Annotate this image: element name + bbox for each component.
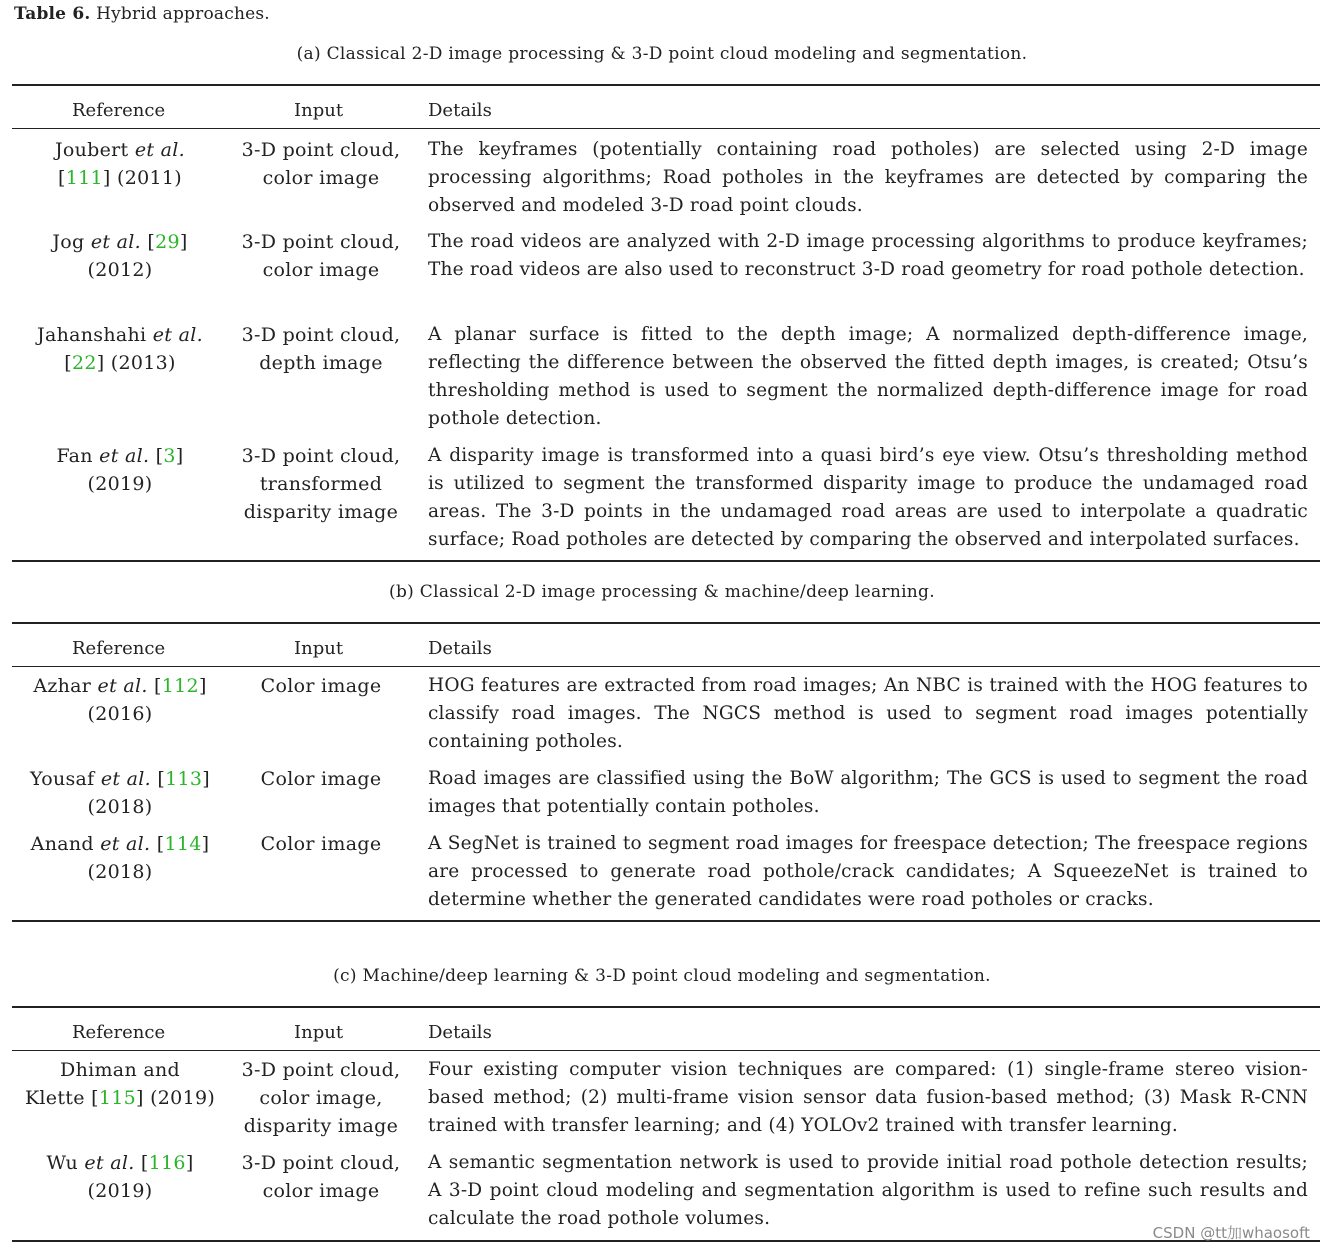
citation-link[interactable]: 22 (71, 352, 97, 374)
table-row-reference: Dhiman and Klette [115] (2019) (24, 1059, 216, 1109)
section-a-caption: (a) Classical 2-D image processing & 3-D point cloud modeling and segmentation. (296, 44, 1028, 64)
table-row-input: Color image (260, 833, 382, 855)
table-row-details: A semantic segmentation network is used to provide initial road pothole detection results; A 3-D point cloud modeling and segmentation algorithm is used to refine such results and calculate the road pothole volumes. (428, 1152, 1308, 1229)
section-c-header-rule (12, 1050, 1320, 1051)
section-c-header-input: Input (294, 1022, 344, 1043)
table-row-reference: Jahanshahi et al. [22] (2013) (37, 324, 203, 374)
table-row-details: The keyframes (potentially containing road potholes) are selected using 2-D image processing algorithms; Road potholes in the keyframes are detected by comparing the observed and modeled 3-D road point clouds. (428, 139, 1308, 216)
section-c-bottom-rule (12, 1240, 1320, 1242)
table-row-reference: Wu et al. [116] (2019) (46, 1152, 194, 1202)
table-row-reference: Azhar et al. [112] (2016) (33, 675, 207, 725)
section-b-header-details: Details (428, 638, 492, 659)
section-c-top-rule (12, 1006, 1320, 1008)
table-row-input: 3-D point cloud, color image, disparity image (241, 1059, 401, 1137)
table-row-details: Four existing computer vision techniques are compared: (1) single-frame stereo vision-based method; (2) multi-frame vision sensor data fusion-based method; (3) Mask R-CNN trained with transfer learning; and (4) YOLOv2 trained with transfer learning. (428, 1059, 1308, 1136)
table-row-input: 3-D point cloud, depth image (241, 324, 401, 374)
table-row-details: Road images are classified using the BoW algorithm; The GCS is used to segment the road images that potentially contain potholes. (428, 768, 1308, 817)
citation-link[interactable]: 113 (165, 768, 203, 790)
section-a-top-rule (12, 84, 1320, 86)
table-row-reference: Jog et al. [29] (2012) (52, 231, 188, 281)
citation-link[interactable]: 114 (164, 833, 202, 855)
citation-link[interactable]: 115 (98, 1087, 137, 1109)
table-row-input: Color image (260, 675, 382, 697)
table-row-input: 3-D point cloud, color image (241, 1152, 401, 1202)
section-a-bottom-rule (12, 560, 1320, 562)
table-row-details: A SegNet is trained to segment road images for freespace detection; The freespace regions are processed to generate road pothole/crack candidates; A SqueezeNet is trained to determine whether the generated candidates were road potholes or cracks. (428, 833, 1308, 910)
section-b-header-reference: Reference (72, 638, 166, 659)
table-row-reference: Fan et al. [3] (2019) (56, 445, 184, 495)
citation-link[interactable]: 3 (163, 445, 176, 467)
citation-link[interactable]: 111 (65, 167, 103, 189)
section-b-bottom-rule (12, 920, 1320, 922)
citation-link[interactable]: 112 (161, 675, 199, 697)
table-row-details: The road videos are analyzed with 2-D image processing algorithms to produce keyframes; The road videos are also used to reconstruct 3-D road geometry for road pothole detection. (428, 231, 1308, 280)
section-c-caption: (c) Machine/deep learning & 3-D point cloud modeling and segmentation. (333, 966, 991, 986)
citation-link[interactable]: 29 (155, 231, 180, 253)
table-row-details: A planar surface is fitted to the depth image; A normalized depth-difference image, reflecting the difference between the observed the fitted depth images, is created; Otsu’s thresholding method is used to segment the normalized depth-difference image for road pothole detection. (428, 324, 1308, 429)
section-c-header-reference: Reference (72, 1022, 166, 1043)
section-c-header-details: Details (428, 1022, 492, 1043)
table-row-reference: Anand et al. [114] (2018) (30, 833, 210, 883)
watermark: CSDN @tt加whaosoft (1152, 1224, 1310, 1242)
section-a-header-rule (12, 128, 1320, 129)
citation-link[interactable]: 116 (148, 1152, 186, 1174)
table-caption (14, 4, 270, 24)
section-a-header-details: Details (428, 100, 492, 121)
section-b-caption: (b) Classical 2-D image processing & machine/deep learning. (389, 582, 935, 602)
section-b-header-input: Input (294, 638, 344, 659)
section-b-top-rule (12, 622, 1320, 624)
table-row-details: A disparity image is transformed into a quasi bird’s eye view. Otsu’s thresholding method is utilized to segment the transformed disparity image to produce the undamaged road areas. The 3-D points in the undamaged road areas are used to interpolate a quadratic surface; Road potholes are detected by comparing the observed and interpolated surfaces. (428, 445, 1308, 550)
table-label: Table 6. (14, 4, 91, 24)
table-row-input: 3-D point cloud, color image (241, 231, 401, 281)
table-row-input: 3-D point cloud, color image (241, 139, 401, 189)
section-a-header-reference: Reference (72, 100, 166, 121)
table-row-input: 3-D point cloud, transformed disparity image (241, 445, 401, 523)
table-row-input: Color image (260, 768, 382, 790)
table-row-reference: Yousaf et al. [113] (2018) (30, 768, 210, 818)
section-a-header-input: Input (294, 100, 344, 121)
section-b-header-rule (12, 666, 1320, 667)
table-title: Hybrid approaches. (96, 4, 270, 24)
table-row-details: HOG features are extracted from road images; An NBC is trained with the HOG features to classify road images. The NGCS method is used to segment road images potentially containing potholes. (428, 675, 1308, 752)
table-row-reference: Joubert et al. [111] (2011) (54, 139, 186, 189)
